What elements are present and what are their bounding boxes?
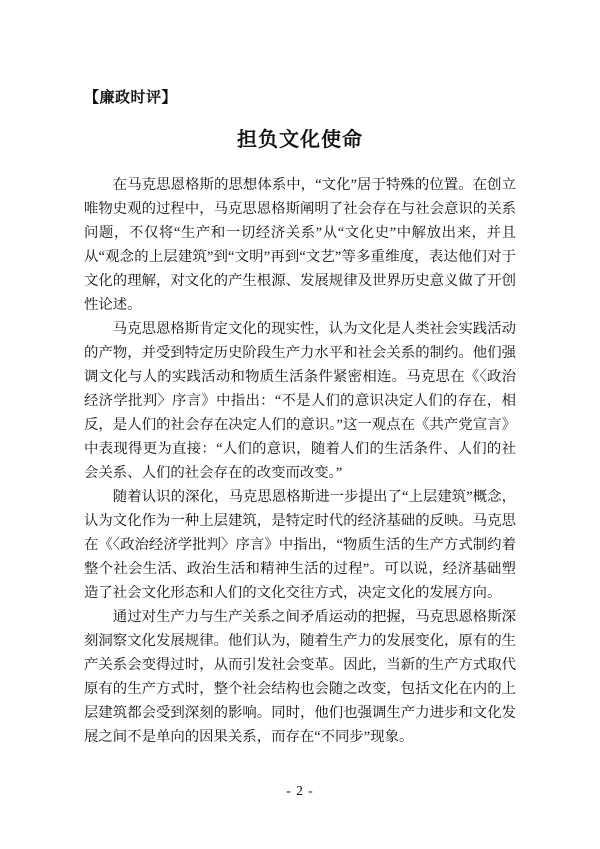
paragraph-1: 在马克思恩格斯的思想体系中，“文化”居于特殊的位置。在创立唯物史观的过程中，马克思恩格斯阐明了社会存在与社会意识的关系问题，不仅将“生产和一切经济关系”从“文化史”中解放出来，并且从“观念的上层建筑”到“文明”再到“文艺”等多重维度，表达他们对于文化的理解，对文化的产生根源、发展规律及世界历史意义做了开创性论述。 (84, 177, 516, 313)
page-number: - 2 - (286, 783, 314, 798)
section-header: 【廉政时评】 (84, 90, 178, 106)
body-text (84, 173, 516, 749)
paragraph-4: 通过对生产力与生产关系之间矛盾运动的把握，马克思恩格斯深刻洞察文化发展规律。他们认为，随着生产力的发展变化，原有的生产关系会变得过时，从而引发社会变革。因此，当新的生产方式取代原有的生产方式时，整个社会结构也会随之改变，包括文化在内的上层建筑都会受到深刻的影响。同时，他们也强调生产力进步和文化发展之间不是单向的因果关系，而存在“不同步”现象。 (84, 609, 516, 745)
paragraph-3: 随着认识的深化，马克思恩格斯进一步提出了“上层建筑”概念，认为文化作为一种上层建筑，是特定时代的经济基础的反映。马克思在《〈政治经济学批判〉序言》中指出，“物质生活的生产方式制约着整个社会生活、政治生活和精神生活的过程”。可以说，经济基础塑造了社会文化形态和人们的文化交往方式，决定文化的发展方向。 (84, 489, 516, 601)
document-content (84, 0, 516, 749)
page-title: 担负文化使命 (237, 129, 363, 151)
paragraph-2: 马克思恩格斯肯定文化的现实性，认为文化是人类社会实践活动的产物，并受到特定历史阶段生产力水平和社会关系的制约。他们强调文化与人的实践活动和物质生活条件紧密相连。马克思在《〈政治经济学批判〉序言》中指出：“不是人们的意识决定人们的存在，相反，是人们的社会存在决定人们的意识。”这一观点在《共产党宣言》中表现得更为直接：“人们的意识，随着人们的生活条件、人们的社会关系、人们的社会存在的改变而改变。” (84, 321, 516, 481)
